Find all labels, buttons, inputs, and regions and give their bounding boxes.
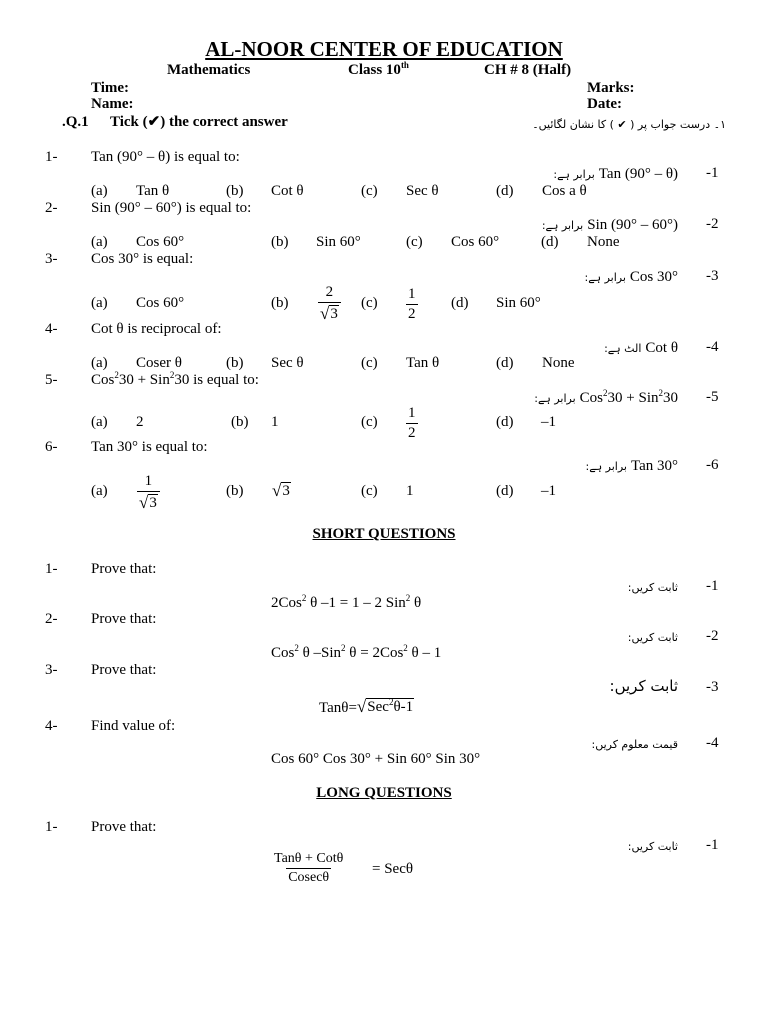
short-3-prompt: Prove that: (91, 662, 157, 678)
fraction-numerator: 1 (408, 405, 416, 421)
mcq-5-option-d-label: (d) (496, 414, 514, 430)
fraction-numerator: 1 (408, 286, 416, 302)
mcq-2-option-b: Sin 60° (316, 234, 361, 250)
mcq-3-number: 3- (45, 251, 58, 267)
mcq-1-option-d: Cos a θ (542, 183, 587, 199)
name-label: Name: (91, 96, 134, 112)
mcq-4-question: Cot θ is reciprocal of: (91, 321, 222, 337)
long-1-rhs: = Secθ (372, 861, 414, 877)
fraction-denominator: √ 3 (318, 302, 341, 323)
mcq-4-option-d-label: (d) (496, 355, 514, 371)
short-1-number: 1- (45, 561, 58, 577)
mcq-1-option-b: Cot θ (271, 183, 304, 199)
mcq-5-number: 5- (45, 372, 58, 388)
mcq-6-option-b: √ 3 (272, 481, 290, 500)
mcq-4-number: 4- (45, 321, 58, 337)
mcq-5-option-a: 2 (136, 414, 144, 430)
chapter-label: CH # 8 (Half) (484, 62, 572, 78)
mcq-6-question: Tan 30° is equal to: (91, 439, 208, 455)
mcq-6-option-c-label: (c) (361, 483, 378, 499)
mcq-2-option-d: None (587, 234, 620, 250)
class-label: Class 10th (348, 60, 409, 78)
short-3-urdu-prompt: ثابت کریں: (609, 677, 678, 695)
mcq-6-option-d: –1 (541, 483, 556, 499)
short-3-urdu-number: -3 (706, 679, 719, 695)
mcq-4-option-a-label: (a) (91, 355, 108, 371)
mcq-5-option-b-label: (b) (231, 414, 249, 430)
subject-label: Mathematics (167, 62, 251, 78)
fraction-numerator: 1 (144, 473, 153, 489)
sqrt-icon: √ (320, 304, 330, 323)
short-2-urdu-number: -2 (706, 628, 719, 644)
short-1-prompt: Prove that: (91, 561, 157, 577)
mcq-4-option-c: Tan θ (406, 355, 440, 371)
mcq-1-option-d-label: (d) (496, 183, 514, 199)
mcq-1-urdu-number: -1 (706, 165, 719, 181)
short-4-number: 4- (45, 718, 58, 734)
mcq-2-option-b-label: (b) (271, 234, 289, 250)
short-2-prompt: Prove that: (91, 611, 157, 627)
mcq-6-option-a-fraction (137, 474, 160, 512)
mcq-2-question: Sin (90° – 60°) is equal to: (91, 200, 252, 216)
mcq-6-option-d-label: (d) (496, 483, 514, 499)
mcq-5-option-c-fraction (406, 406, 418, 441)
mcq-6-number: 6- (45, 439, 58, 455)
school-title: AL-NOOR CENTER OF EDUCATION (205, 37, 563, 61)
mcq-6-option-a-label: (a) (91, 483, 108, 499)
mcq-2-number: 2- (45, 200, 58, 216)
long-1-prompt: Prove that: (91, 819, 157, 835)
short-1-urdu-prompt: ثابت کریں: (627, 581, 678, 594)
mcq-3-option-d: Sin 60° (496, 295, 541, 311)
mcq-3-option-a: Cos 60° (136, 295, 185, 311)
mcq-3-option-b-fraction (318, 285, 341, 323)
short-1-equation: 2Cos$^2$ θ –1 = 1 – 2 Sin$^2$ θ (271, 593, 422, 611)
mcq-5-urdu-question: برابر ہے: Cos$^2$30 + Sin$^2$30 (534, 388, 678, 406)
mcq-6-urdu-number: -6 (706, 457, 719, 473)
mcq-1-option-c: Sec θ (406, 183, 439, 199)
mcq-5-question: Cos$^2$30 + Sin$^2$30 is equal to: (91, 370, 259, 388)
long-1-number: 1- (45, 819, 58, 835)
mcq-2-urdu-number: -2 (706, 216, 719, 232)
q1-urdu-instruction: ۱۔ درست جواب پر ( ✔ ) کا نشان لگائیں۔ (532, 118, 726, 131)
short-2-equation: Cos$^2$ θ –Sin$^2$ θ = 2Cos$^2$ θ – 1 (271, 643, 442, 661)
fraction-numerator: 2 (325, 284, 334, 300)
mcq-2-urdu-question: برابر ہے: Sin (90° – 60°) (541, 217, 678, 233)
mcq-1-option-a: Tan θ (136, 183, 170, 199)
date-label: Date: (587, 96, 622, 112)
mcq-5-option-a-label: (a) (91, 414, 108, 430)
short-4-prompt: Find value of: (91, 718, 176, 734)
short-2-number: 2- (45, 611, 58, 627)
q1-label: .Q.1 (62, 114, 89, 130)
fraction-denominator: 2 (408, 306, 416, 322)
mcq-2-option-a-label: (a) (91, 234, 108, 250)
mcq-3-option-b-label: (b) (271, 295, 289, 311)
mcq-3-option-c-fraction (406, 287, 418, 322)
fraction-denominator: 2 (408, 425, 416, 441)
mcq-3-question: Cos 30° is equal: (91, 251, 194, 267)
mcq-5-option-b: 1 (271, 414, 279, 430)
mcq-5-option-c-label: (c) (361, 414, 378, 430)
short-4-urdu-prompt: قیمت معلوم کریں: (591, 738, 678, 751)
mcq-1-urdu-question: برابر ہے: Tan (90° – θ) (553, 166, 678, 182)
sqrt-icon: √ (139, 493, 149, 512)
short-4-urdu-number: -4 (706, 735, 719, 751)
mcq-4-urdu-number: -4 (706, 339, 719, 355)
short-1-urdu-number: -1 (706, 578, 719, 594)
mcq-1-option-c-label: (c) (361, 183, 378, 199)
q1-instruction: Tick (✔) the correct answer (110, 114, 288, 130)
mcq-2-option-c: Cos 60° (451, 234, 500, 250)
mcq-6-option-c: 1 (406, 483, 414, 499)
mcq-6-urdu-question: برابر ہے: Tan 30° (585, 458, 678, 474)
mcq-4-option-b-label: (b) (226, 355, 244, 371)
mcq-1-number: 1- (45, 149, 58, 165)
mcq-4-option-d: None (542, 355, 575, 371)
mcq-2-option-a: Cos 60° (136, 234, 185, 250)
fraction-denominator: √ 3 (137, 491, 160, 512)
fraction-numerator: Tanθ + Cotθ (274, 851, 344, 866)
mcq-3-urdu-question: برابر ہے: Cos 30° (584, 269, 678, 285)
mcq-2-option-c-label: (c) (406, 234, 423, 250)
mcq-5-urdu-number: -5 (706, 389, 719, 405)
mcq-1-option-b-label: (b) (226, 183, 244, 199)
mcq-3-urdu-number: -3 (706, 268, 719, 284)
fraction-denominator: Cosecθ (288, 870, 330, 885)
mcq-1-question: Tan (90° – θ) is equal to: (91, 149, 240, 165)
long-1-urdu-number: -1 (706, 837, 719, 853)
mcq-4-urdu-question: الٹ ہے: Cot θ (604, 340, 678, 356)
mcq-6-option-b-label: (b) (226, 483, 244, 499)
mcq-4-option-a: Coser θ (136, 355, 182, 371)
mcq-3-option-a-label: (a) (91, 295, 108, 311)
short-3-number: 3- (45, 662, 58, 678)
mcq-5-option-d: –1 (541, 414, 556, 430)
long-questions-heading: LONG QUESTIONS (316, 785, 452, 801)
long-1-urdu-prompt: ثابت کریں: (627, 840, 678, 853)
mcq-3-option-d-label: (d) (451, 295, 469, 311)
short-2-urdu-prompt: ثابت کریں: (627, 631, 678, 644)
mcq-2-option-d-label: (d) (541, 234, 559, 250)
short-questions-heading: SHORT QUESTIONS (312, 526, 456, 542)
mcq-4-option-c-label: (c) (361, 355, 378, 371)
sqrt-icon: √ (356, 697, 367, 716)
mcq-4-option-b: Sec θ (271, 355, 304, 371)
sqrt-icon: √ (272, 481, 282, 500)
mcq-1-option-a-label: (a) (91, 183, 108, 199)
short-4-expression: Cos 60° Cos 30° + Sin 60° Sin 30° (271, 751, 481, 767)
short-3-equation: Tanθ= √ Sec$^2$θ-1 (319, 697, 414, 716)
long-1-fraction (272, 852, 345, 885)
mcq-3-option-c-label: (c) (361, 295, 378, 311)
marks-label: Marks: (587, 80, 635, 96)
time-label: Time: (91, 80, 130, 96)
